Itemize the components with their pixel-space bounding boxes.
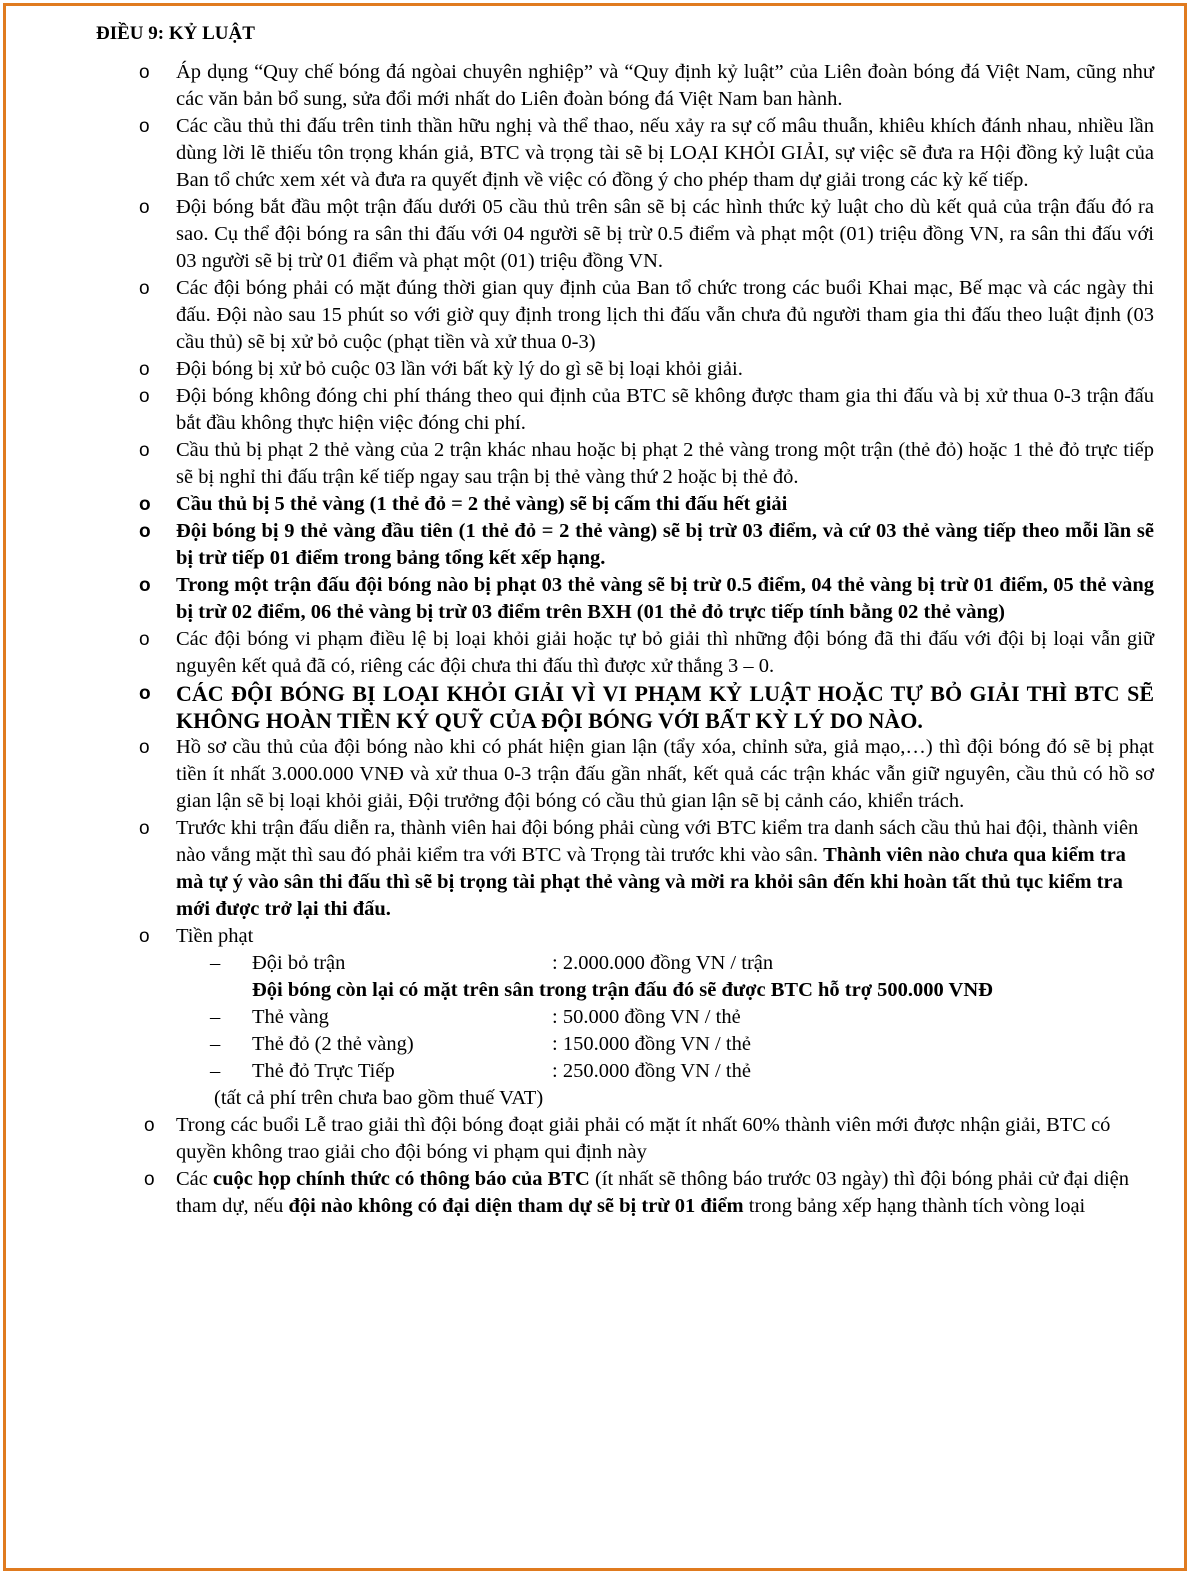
dash-icon: –	[210, 952, 221, 974]
bullet-icon: o	[139, 575, 151, 596]
list-item: o Trước khi trận đấu diễn ra, thành viên hai đội bóng phải cùng với BTC kiểm tra danh sách cầu thủ hai đội, thành viên nào vắng mặt thì sau đó phải kiểm tra với BTC và Trọng tài trước khi vào sân. Thành viên nào chưa qua kiểm tra mà tự ý vào sân thi đấu thì sẽ bị trọng tài phạt thẻ vàng và mời ra khỏi sân đến khi hoàn tất thủ tục kiểm tra mới được trở lại thi đấu.	[139, 817, 1139, 920]
list-item: o Cầu thủ bị phạt 2 thẻ vàng của 2 trận khác nhau hoặc bị phạt 2 thẻ vàng trong một trận (thẻ đỏ) hoặc 1 thẻ đỏ trực tiếp sẽ bị nghỉ thi đấu trận kế tiếp ngay sau trận bị thẻ vàng thứ 2 hoặc bị thẻ đỏ.	[139, 439, 1154, 488]
fine-row: – Thẻ đỏ (2 thẻ vàng) : 150.000 đồng VN / thẻ	[176, 1031, 1154, 1058]
bullet-icon: o	[139, 737, 150, 758]
bullet-icon: o	[139, 278, 150, 299]
list-item: o Các cuộc họp chính thức có thông báo của BTC (ít nhất sẽ thông báo trước 03 ngày) thì đội bóng phải cử đại diện tham dự, nếu đội nào không có đại diện tham dự sẽ bị trừ 01 điểm trong bảng xếp hạng thành tích vòng loại	[144, 1168, 1129, 1217]
fine-row: – Đội bỏ trận : 2.000.000 đồng VN / trận	[176, 950, 1154, 977]
article-title: ĐIỀU 9: KỶ LUẬT	[96, 23, 255, 44]
vat-note: (tất cả phí trên chưa bao gồm thuế VAT)	[214, 1087, 544, 1109]
list-item: o Áp dụng “Quy chế bóng đá ngòai chuyên nghiệp” và “Quy định kỷ luật” của Liên đoàn bóng đá Việt Nam, cũng như các văn bản bổ sung, sửa đổi mới nhất do Liên đoàn bóng đá Việt Nam ban hành.	[139, 61, 1154, 110]
bullet-icon: o	[144, 1169, 155, 1190]
list-item: o Đội bóng bị xử bỏ cuộc 03 lần với bất kỳ lý do gì sẽ bị loại khỏi giải.	[139, 356, 1154, 383]
list-item: o Cầu thủ bị 5 thẻ vàng (1 thẻ đỏ = 2 thẻ vàng) sẽ bị cấm thi đấu hết giải	[139, 491, 1154, 518]
bullet-icon: o	[139, 197, 150, 218]
list-item: o Đội bóng không đóng chi phí tháng theo qui định của BTC sẽ không được tham gia thi đấu và bị xử thua 0-3 trận đấu bắt đầu không thực hiện việc đóng chi phí.	[139, 385, 1154, 434]
document-page	[3, 3, 1187, 1571]
bullet-icon: o	[144, 1115, 155, 1136]
support-note: Đội bóng còn lại có mặt trên sân trong trận đấu đó sẽ được BTC hỗ trợ 500.000 VNĐ	[252, 979, 993, 1001]
fine-row: – Thẻ đỏ Trực Tiếp : 250.000 đồng VN / thẻ	[176, 1058, 1154, 1085]
bullet-icon: o	[139, 62, 150, 83]
bullet-icon: o	[139, 629, 150, 650]
list-item: o Các đội bóng phải có mặt đúng thời gian quy định của Ban tổ chức trong các buổi Khai mạc, Bế mạc và các ngày thi đấu. Đội nào sau 15 phút so với giờ quy định trong lịch thi đấu vẫn chưa đủ người tham gia thi đấu theo luật định (03 cầu thủ) sẽ bị xử bỏ cuộc (phạt tiền và xử thua 0-3)	[139, 277, 1154, 353]
list-item: o Tiền phạt – Đội bỏ trận : 2.000.000 đồng VN / trận Đội bóng còn lại có mặt trên sân trong trận đấu đó sẽ được BTC hỗ trợ 500.000 VNĐ – Thẻ vàng : 50.000 đồng VN / thẻ – Thẻ đỏ (2 thẻ vàng) : 150.000 đồng VN / thẻ – Thẻ đỏ Trực Tiếp : 250.000 đồng VN / thẻ (tất cả phí trên chưa bao gồm thuế VAT)	[139, 923, 1154, 1112]
bullet-icon: o	[139, 683, 151, 704]
list-item: o Trong các buổi Lễ trao giải thì đội bóng đoạt giải phải có mặt ít nhất 60% thành viên mới được nhận giải, BTC có quyền không trao giải cho đội bóng vi phạm qui định này	[144, 1114, 1111, 1163]
dash-icon: –	[210, 1060, 221, 1082]
fine-row: – Thẻ vàng : 50.000 đồng VN / thẻ	[176, 1004, 1154, 1031]
list-item: o Đội bóng bị 9 thẻ vàng đầu tiên (1 thẻ đỏ = 2 thẻ vàng) sẽ bị trừ 03 điểm, và cứ 03 thẻ vàng tiếp theo mỗi lần sẽ bị trừ tiếp 01 điểm trong bảng tổng kết xếp hạng.	[139, 520, 1154, 569]
bullet-icon: o	[139, 359, 150, 380]
list-item: o Đội bóng bắt đầu một trận đấu dưới 05 cầu thủ trên sân sẽ bị các hình thức kỷ luật cho dù kết quả của trận đấu đó ra sao. Cụ thể đội bóng ra sân thi đấu với 04 người sẽ bị trừ 0.5 điểm và phạt một (01) triệu đồng VN, ra sân thi đấu với 03 người sẽ bị trừ 01 điểm và phạt một (01) triệu đồng VN.	[139, 196, 1154, 272]
list-item: o Các đội bóng vi phạm điều lệ bị loại khỏi giải hoặc tự bỏ giải thì những đội bóng đã thi đấu với đội bị loại vẫn giữ nguyên kết quả đã có, riêng các đội chưa thi đấu thì được xử thắng 3 – 0.	[139, 628, 1154, 677]
discipline-list	[139, 59, 1154, 1112]
bullet-icon: o	[139, 386, 150, 407]
bullet-icon: o	[139, 440, 150, 461]
dash-icon: –	[210, 1033, 221, 1055]
tail-list	[144, 1112, 1149, 1220]
bullet-icon: o	[139, 818, 150, 839]
list-item: o Hồ sơ cầu thủ của đội bóng nào khi có phát hiện gian lận (tẩy xóa, chỉnh sửa, giả mạo,…) thì đội bóng đó sẽ bị phạt tiền ít nhất 3.000.000 VNĐ và xử thua 0-3 trận đấu gần nhất, kết quả các trận khác vẫn giữ nguyên, cầu thủ có hồ sơ gian lận sẽ bị loại khỏi giải, Đội trưởng đội bóng có cầu thủ gian lận sẽ bị cảnh cáo, khiển trách.	[139, 736, 1154, 812]
bullet-icon: o	[139, 494, 151, 515]
list-item: o Các cầu thủ thi đấu trên tinh thần hữu nghị và thể thao, nếu xảy ra sự cố mâu thuẫn, khiêu khích đánh nhau, nhiều lần dùng lời lẽ thiếu tôn trọng khán giả, BTC và trọng tài sẽ bị LOẠI KHỎI GIẢI, sự việc sẽ đưa ra Hội đồng kỷ luật của Ban tổ chức xem xét và đưa ra quyết định về việc có đồng ý cho phép tham dự giải trong các kỳ kế tiếp.	[139, 115, 1154, 191]
bullet-icon: o	[139, 116, 150, 137]
bullet-icon: o	[139, 521, 151, 542]
fines-table	[176, 950, 1154, 1112]
bullet-icon: o	[139, 926, 150, 947]
list-item: o Trong một trận đấu đội bóng nào bị phạt 03 thẻ vàng sẽ bị trừ 0.5 điểm, 04 thẻ vàng bị trừ 01 điểm, 05 thẻ vàng bị trừ 02 điểm, 06 thẻ vàng bị trừ 03 điểm trên BXH (01 thẻ đỏ trực tiếp tính bằng 02 thẻ vàng)	[139, 574, 1154, 623]
dash-icon: –	[210, 1006, 221, 1028]
list-item: o CÁC ĐỘI BÓNG BỊ LOẠI KHỎI GIẢI VÌ VI PHẠM KỶ LUẬT HOẶC TỰ BỎ GIẢI THÌ BTC SẼ KHÔNG HOÀN TIỀN KÝ QUỸ CỦA ĐỘI BÓNG VỚI BẤT KỲ LÝ DO NÀO.	[139, 681, 1154, 733]
